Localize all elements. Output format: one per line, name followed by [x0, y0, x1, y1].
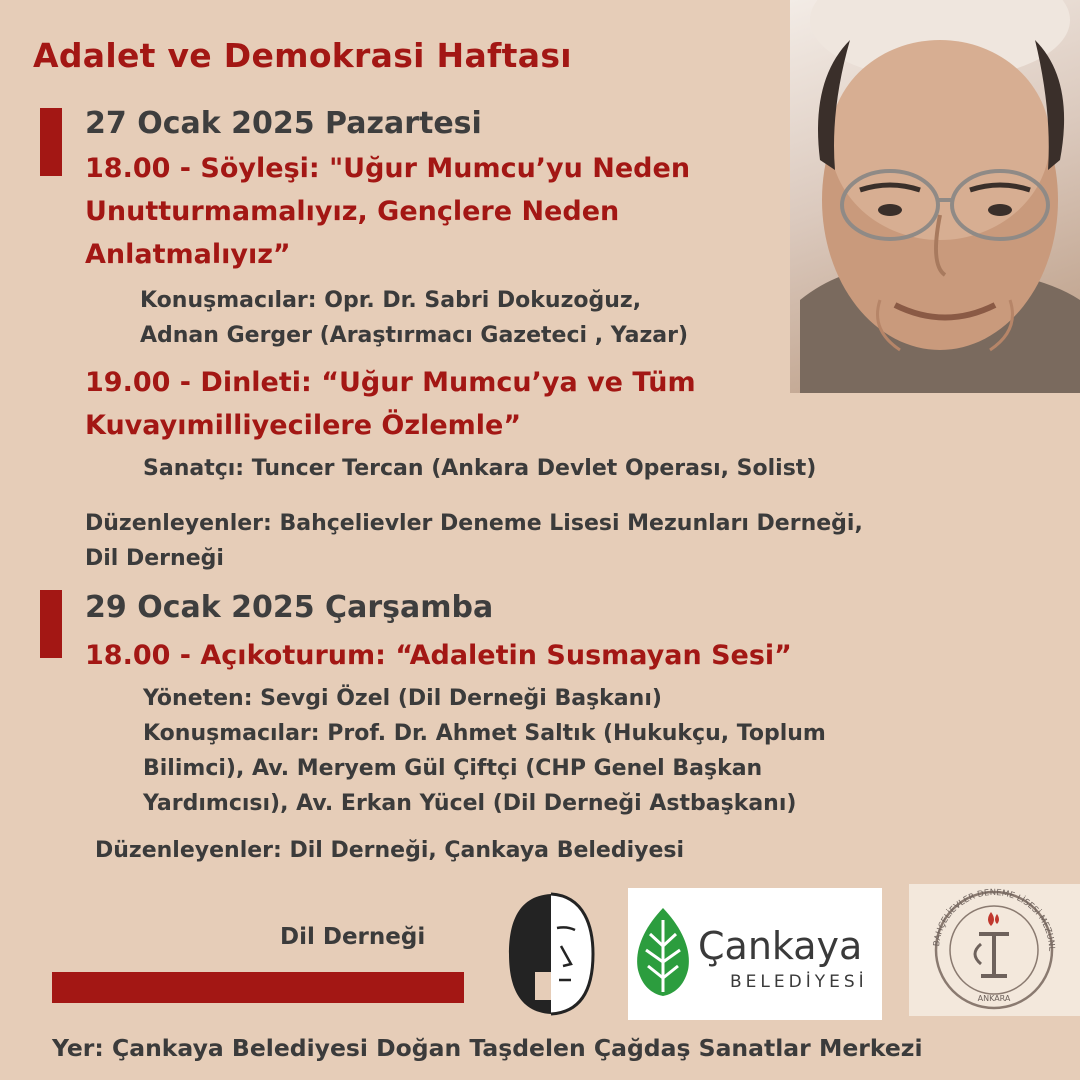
event2-organizers: Düzenleyenler: Dil Derneği, Çankaya Belediyesi [95, 838, 685, 863]
event2-panel-title: 18.00 - Açıkoturum: “Adaletin Susmayan Sesi” [85, 640, 792, 671]
event2-speakers-line: Yardımcısı), Av. Erkan Yücel (Dil Derneği Astbaşkanı) [143, 791, 797, 816]
event1-concert-title [85, 361, 696, 447]
leaf-icon [632, 906, 694, 998]
event1-concert-line: 19.00 - Dinleti: “Uğur Mumcu’ya ve Tüm [85, 367, 696, 398]
dil-dernegi-logo [505, 888, 597, 1020]
event1-speakers [140, 283, 688, 353]
face-profile-icon [505, 888, 597, 1020]
venue: Yer: Çankaya Belediyesi Doğan Taşdelen Çağdaş Sanatlar Merkezi [52, 1034, 923, 1062]
event1-accent-bar [40, 108, 62, 176]
seal-city-text: ANKARA [977, 994, 1011, 1003]
footer-accent-bar [52, 972, 464, 1003]
cankaya-sub: BELEDİYESİ [730, 972, 868, 992]
seal-ring-text: BAHÇELİEVLER DENEME LİSESİ MEZUNL [932, 887, 1057, 952]
event2-moderator: Yöneten: Sevgi Özel (Dil Derneği Başkanı) [143, 686, 662, 711]
event2-date: 29 Ocak 2025 Çarşamba [85, 590, 494, 625]
event2-speakers [143, 716, 983, 821]
svg-text:BAHÇELİEVLER DENEME LİSESİ MEZ [909, 884, 1056, 952]
event1-concert-line: Kuvayımilliyecilere Özlemle” [85, 410, 522, 441]
event1-speakers-line: Adnan Gerger (Araştırmacı Gazeteci , Yazar) [140, 323, 689, 348]
event1-talk-line: 18.00 - Söyleşi: "Uğur Mumcu’yu Neden [85, 153, 691, 184]
event1-artist: Sanatçı: Tuncer Tercan (Ankara Devlet Operası, Solist) [143, 456, 817, 481]
seal-emblem [909, 884, 1080, 1016]
cankaya-name: Çankaya [698, 924, 863, 968]
event1-talk-title [85, 147, 690, 276]
dil-dernegi-label: Dil Derneği [280, 924, 426, 950]
event1-date: 27 Ocak 2025 Pazartesi [85, 106, 482, 141]
poster-title: Adalet ve Demokrasi Haftası [33, 36, 572, 75]
portrait-photo [790, 0, 1080, 393]
event2-accent-bar [40, 590, 62, 658]
event2-speakers-line: Konuşmacılar: Prof. Dr. Ahmet Saltık (Hukukçu, Toplum [143, 721, 826, 746]
event1-organizers-line: Düzenleyenler: Bahçelievler Deneme Lisesi Mezunları Derneği, [85, 511, 863, 536]
event2-speakers-line: Bilimci), Av. Meryem Gül Çiftçi (CHP Genel Başkan [143, 756, 763, 781]
event1-talk-line: Unutturmamalıyız, Gençlere Neden [85, 196, 620, 227]
event1-speakers-line: Konuşmacılar: Opr. Dr. Sabri Dokuzoğuz, [140, 288, 642, 313]
cankaya-logo [628, 888, 882, 1020]
alumni-seal-logo [909, 884, 1080, 1016]
event1-organizers-line: Dil Derneği [85, 546, 224, 571]
event1-talk-line: Anlatmalıyız” [85, 239, 291, 270]
event1-organizers [85, 506, 863, 576]
portrait-illustration [790, 0, 1080, 393]
